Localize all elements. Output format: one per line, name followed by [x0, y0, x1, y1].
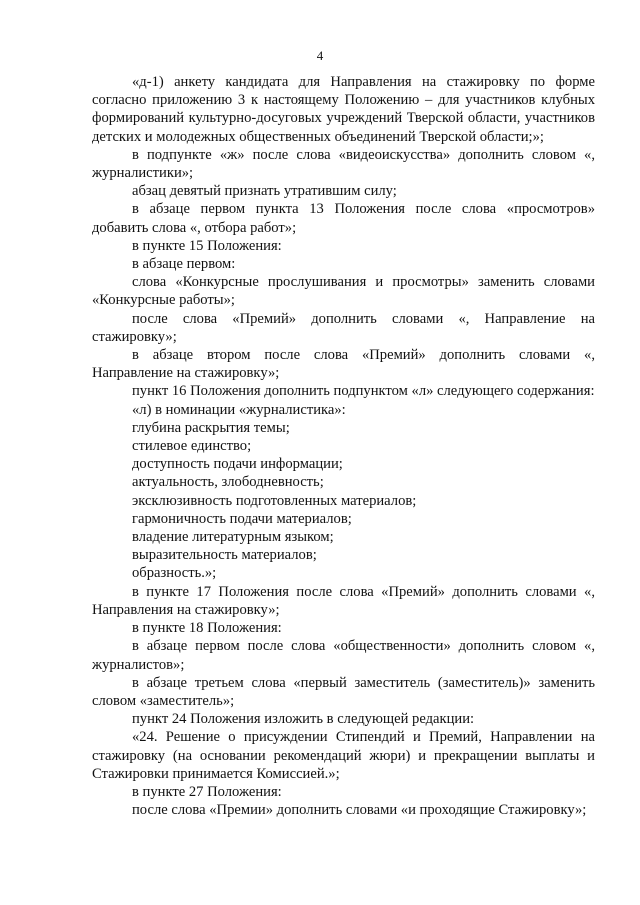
- paragraph: в абзаце первом после слова «общественности» дополнить словом «, журналистов»;: [92, 638, 595, 673]
- list-item: стилевое единство;: [132, 438, 252, 455]
- paragraph: в абзаце первом:: [132, 256, 236, 273]
- paragraph: пункт 24 Положения изложить в следующей редакции:: [132, 711, 475, 728]
- list-item: глубина раскрытия темы;: [132, 419, 290, 436]
- paragraph: после слова «Премий» дополнить словами «, Направление на стажировку»;: [92, 310, 595, 345]
- paragraph: в пункте 18 Положения:: [132, 620, 282, 637]
- paragraph: абзац девятый признать утратившим силу;: [132, 183, 397, 200]
- paragraph: в пункте 17 Положения после слова «Премий» дополнить словами «, Направления на стажировку»;: [92, 583, 595, 618]
- list-item: гармоничность подачи материалов;: [132, 510, 352, 527]
- list-item: образность.»;: [132, 565, 217, 582]
- list-item: эксклюзивность подготовленных материалов;: [132, 492, 417, 509]
- paragraph: «24. Решение о присуждении Стипендий и Премий, Направлении на стажировку (на основании рекомендаций жюри) и прекращении выплаты и Стажировки принимается Комиссией.»;: [92, 729, 595, 782]
- list-item: актуальность, злободневность;: [132, 474, 324, 491]
- paragraph: после слова «Премии» дополнить словами «и проходящие Стажировку»;: [132, 802, 587, 819]
- paragraph: в абзаце первом пункта 13 Положения после слова «просмотров» добавить слова «, отбора работ»;: [92, 201, 595, 236]
- list-item: «л) в номинации «журналистика»:: [132, 401, 346, 418]
- list-item: доступность подачи информации;: [132, 456, 343, 473]
- list-item: владение литературным языком;: [132, 529, 334, 546]
- paragraph: в пункте 15 Положения:: [132, 237, 282, 254]
- document-body: [92, 73, 595, 819]
- paragraph: слова «Конкурсные прослушивания и просмотры» заменить словами «Конкурсные работы»;: [92, 274, 595, 309]
- paragraph: в абзаце третьем слова «первый заместитель (заместитель)» заменить словом «заместитель»;: [92, 674, 595, 709]
- paragraph: в пункте 27 Положения:: [132, 783, 282, 800]
- paragraph: в подпункте «ж» после слова «видеоискусства» дополнить словом «, журналистики»;: [92, 146, 595, 182]
- paragraph: пункт 16 Положения дополнить подпунктом «л» следующего содержания:: [132, 383, 595, 400]
- page-number: 4: [316, 48, 324, 63]
- paragraph: в абзаце втором после слова «Премий» дополнить словами «, Направление на стажировку»;: [92, 347, 595, 382]
- paragraph: «д-1) анкету кандидата для Направления на стажировку по форме согласно приложению 3 к настоящему Положению – для участников клубных формирований культурно-досуговых учреждений Тверской области, участников детских и молодежных общественных объединений Тверской области;»;: [92, 74, 595, 145]
- list-item: выразительность материалов;: [132, 547, 317, 564]
